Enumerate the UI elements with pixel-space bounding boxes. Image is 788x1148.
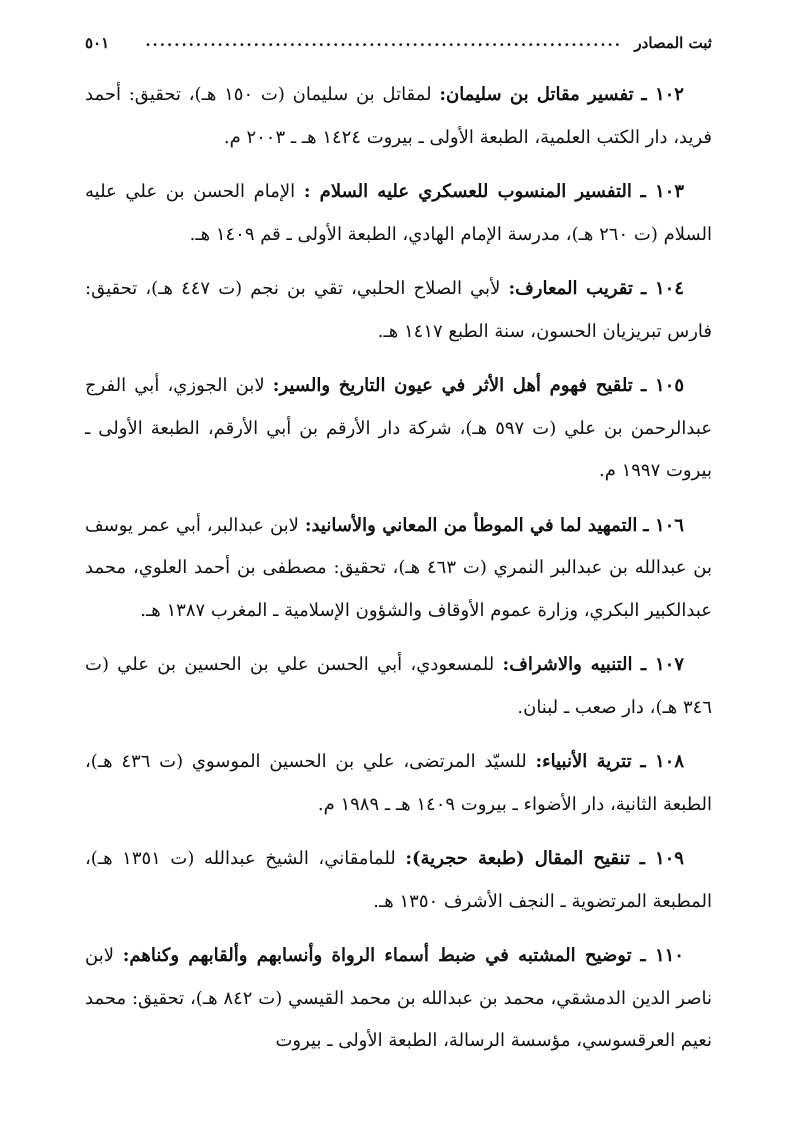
entry-number: ١٠٨ ـ bbox=[640, 751, 684, 772]
entry-number: ١٠٦ ـ bbox=[643, 514, 684, 536]
entry-title: تفسير مقاتل بن سليمان: bbox=[439, 84, 634, 105]
entry-number: ١٠٩ ـ bbox=[639, 848, 684, 869]
bibliography-entry bbox=[85, 365, 712, 493]
entry-text: للسيّد المرتضى، علي بن الحسين الموسوي (ت ٤٣٦ هـ)، الطبعة الثانية، دار الأضواء ـ بيروت ١٤٠٩ هـ ـ ١٩٨٩ م. bbox=[85, 751, 712, 815]
entry-title: التمهيد لما في الموطأ من المعاني والأسانيد: bbox=[304, 514, 638, 536]
entry-text: لأبي الصلاح الحلبي، تقي بن نجم (ت ٤٤٧ هـ)، تحقيق: فارس تبريزيان الحسون، سنة الطبع ١٤١٧ هـ. bbox=[85, 278, 712, 342]
entry-number: ١٠٥ ـ bbox=[641, 375, 684, 396]
bibliography-entry bbox=[85, 505, 712, 633]
bibliography-entry bbox=[85, 935, 712, 1063]
running-header bbox=[85, 34, 712, 56]
entry-number: ١١٠ ـ bbox=[640, 945, 684, 966]
entry-title: تلقيح فهوم أهل الأثر في عيون التاريخ والسير: bbox=[272, 375, 633, 396]
entry-title: تقريب المعارف: bbox=[508, 278, 633, 299]
entry-title: التفسير المنسوب للعسكري عليه السلام : bbox=[303, 181, 632, 202]
entry-text: لابن عبدالبر، أبي عمر يوسف بن عبدالله بن عبدالبر النمري (ت ٤٦٣ هـ)، تحقيق: مصطفى بن أحمد العلوي، محمد عبدالكبير البكري، وزارة عموم الأوقاف والشؤون الإسلامية ـ المغرب ١٣٨٧ هـ. bbox=[85, 514, 713, 621]
bibliography-entry bbox=[85, 74, 712, 159]
header-dot-leader: .................................................................. bbox=[145, 32, 622, 50]
entry-text: للمسعودي، أبي الحسن علي بن الحسين بن علي (ت ٣٤٦ هـ)، دار صعب ـ لبنان. bbox=[85, 654, 712, 718]
entry-text: لمقاتل بن سليمان (ت ١٥٠ هـ)، تحقيق: أحمد فريد، دار الكتب العلمية، الطبعة الأولى ـ بيروت ١٤٢٤ هـ ـ ٢٠٠٣ م. bbox=[85, 84, 712, 148]
bibliography-list bbox=[85, 74, 712, 1075]
entry-number: ١٠٤ ـ bbox=[641, 278, 684, 299]
bibliography-entry bbox=[85, 644, 712, 729]
entry-text: الإمام الحسن بن علي عليه السلام (ت ٢٦٠ هـ)، مدرسة الإمام الهادي، الطبعة الأولى ـ قم ١٤٠٩ هـ. bbox=[85, 181, 712, 245]
entry-number: ١٠٣ ـ bbox=[640, 181, 685, 202]
entry-title: التنبيه والاشراف: bbox=[502, 654, 633, 675]
entry-number: ١٠٧ ـ bbox=[640, 654, 684, 675]
header-title: ثبت المصادر bbox=[634, 34, 712, 52]
entry-title: تترية الأنبياء: bbox=[535, 751, 632, 772]
entry-number: ١٠٢ ـ bbox=[641, 84, 684, 105]
bibliography-entry bbox=[85, 268, 712, 353]
bibliography-entry bbox=[85, 838, 712, 923]
entry-title: توضيح المشتبه في ضبط أسماء الرواة وأنسابهم وألقابهم وكناهم: bbox=[122, 945, 632, 966]
page-number: ٥٠١ bbox=[85, 34, 110, 52]
bibliography-entry bbox=[85, 741, 712, 826]
entry-text: لابن الجوزي، أبي الفرج عبدالرحمن بن علي (ت ٥٩٧ هـ)، شركة دار الأرقم بن أبي الأرقم، الطبعة الأولى ـ بيروت ١٩٩٧ م. bbox=[85, 375, 712, 481]
bibliography-entry bbox=[85, 171, 712, 256]
entry-text: لابن ناصر الدين الدمشقي، محمد بن عبدالله بن محمد القيسي (ت ٨٤٢ هـ)، تحقيق: محمد نعيم العرقسوسي، مؤسسة الرسالة، الطبعة الأولى ـ بيروت bbox=[85, 945, 713, 1051]
entry-text: للمامقاني، الشيخ عبدالله (ت ١٣٥١ هـ)، المطبعة المرتضوية ـ النجف الأشرف ١٣٥٠ هـ. bbox=[85, 848, 712, 912]
entry-title: تنقيح المقال (طبعة حجرية): bbox=[405, 848, 630, 869]
